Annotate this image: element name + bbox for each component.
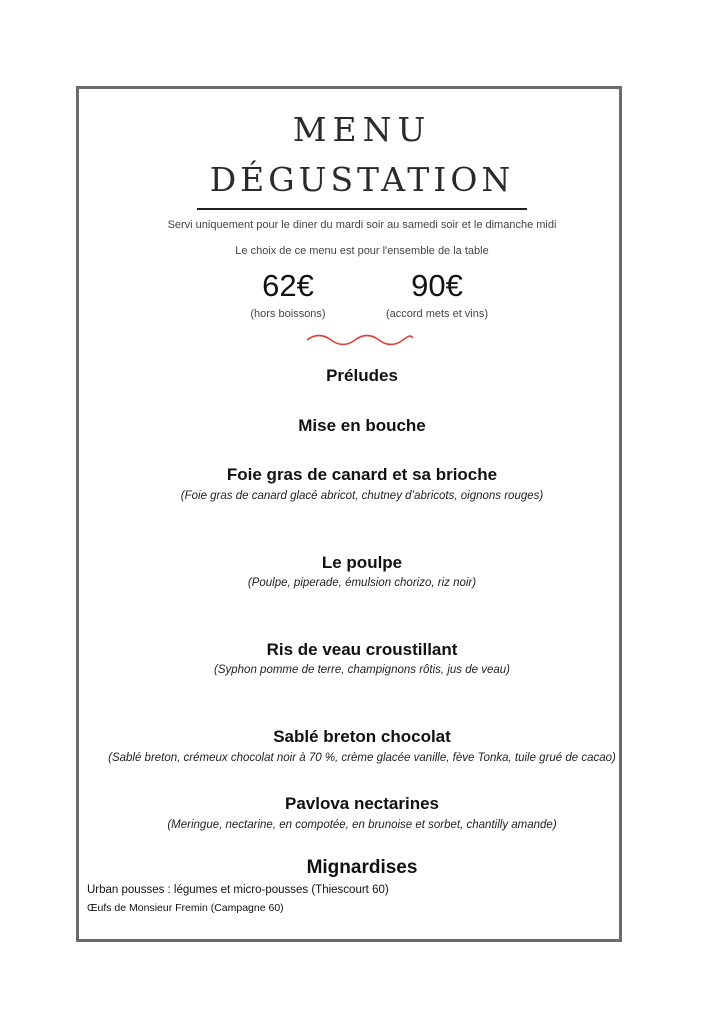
title-underline [197, 208, 527, 210]
service-note: Servi uniquement pour le diner du mardi soir au samedi soir et le dimanche midi [167, 219, 557, 231]
menu-title-line1: MENU [292, 110, 432, 149]
course-name: Mignardises [306, 857, 418, 878]
course-name: Sablé breton chocolat [273, 727, 451, 746]
course-description: (Meringue, nectarine, en compotée, en brunoise et sorbet, chantilly amande) [167, 819, 557, 831]
menu-title-line2: DÉGUSTATION [209, 160, 515, 199]
course-name: Pavlova nectarines [284, 794, 440, 813]
course-description: (Poulpe, piperade, émulsion chorizo, riz noir) [247, 577, 477, 589]
course-name: Foie gras de canard et sa brioche [226, 465, 498, 484]
decorative-wave-divider [305, 332, 415, 346]
course-name: Mise en bouche [298, 416, 426, 435]
table-note: Le choix de ce menu est pour l'ensemble de la table [235, 245, 489, 257]
price-label-1: (hors boissons) [250, 308, 326, 320]
course-name: Ris de veau croustillant [266, 640, 458, 659]
course-name: Le poulpe [321, 553, 403, 572]
price-amount-2: 90€ [411, 268, 463, 303]
supplier-line: Urban pousses : légumes et micro-pousses (Thiescourt 60) [87, 884, 389, 896]
course-description: (Syphon pomme de terre, champignons rôtis, jus de veau) [214, 664, 510, 676]
course-description: (Foie gras de canard glacé abricot, chutney d’abricots, oignons rouges) [180, 490, 544, 502]
supplier-line: Œufs de Monsieur Fremin (Campagne 60) [87, 902, 284, 914]
course-name: Préludes [326, 366, 398, 385]
course-description: (Sablé breton, crémeux chocolat noir à 70 %, crème glacée vanille, fève Tonka, tuile grué de cacao) [108, 752, 616, 764]
price-amount-1: 62€ [262, 268, 314, 303]
price-label-2: (accord mets et vins) [385, 308, 489, 320]
